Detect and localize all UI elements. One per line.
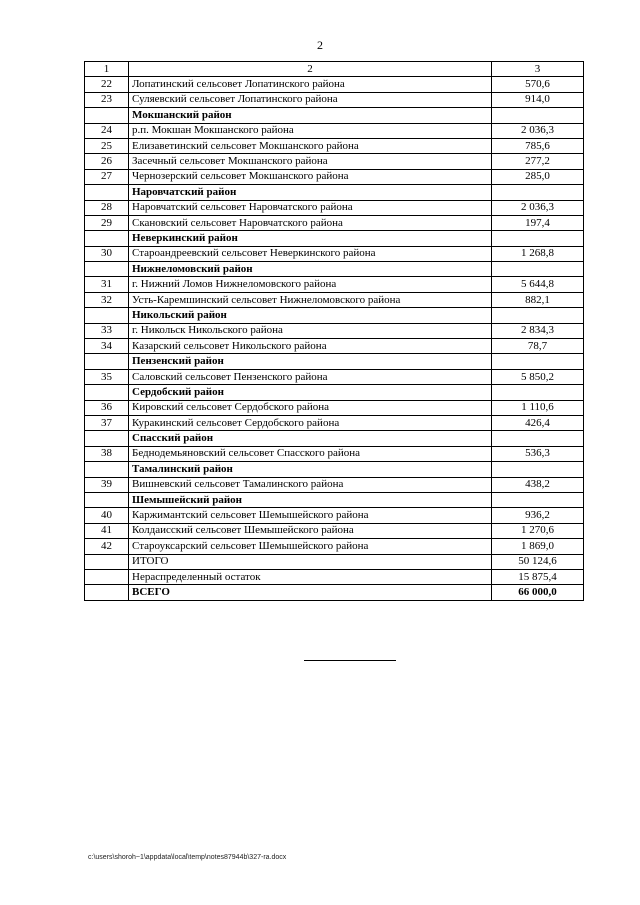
total-row (85, 569, 584, 584)
row-number (85, 554, 129, 569)
amount-value: 785,6 (492, 138, 584, 153)
section-row (85, 462, 584, 477)
settlement-name: Скановский сельсовет Наровчатского района (129, 215, 492, 230)
row-number (85, 185, 129, 200)
table-row (85, 323, 584, 338)
row-number (85, 354, 129, 369)
row-number: 22 (85, 77, 129, 92)
row-number (85, 262, 129, 277)
settlement-name: Куракинский сельсовет Сердобского района (129, 415, 492, 430)
section-row (85, 308, 584, 323)
row-number (85, 585, 129, 600)
settlement-name: Кировский сельсовет Сердобского района (129, 400, 492, 415)
row-number: 38 (85, 446, 129, 461)
page-number: 2 (317, 38, 323, 52)
section-row (85, 492, 584, 507)
table-row (85, 246, 584, 261)
settlement-name: р.п. Мокшан Мокшанского района (129, 123, 492, 138)
amount-value (492, 308, 584, 323)
table-row (85, 138, 584, 153)
row-number: 34 (85, 339, 129, 354)
table-row (85, 215, 584, 230)
row-number: 28 (85, 200, 129, 215)
district-name: Пензенский район (129, 354, 492, 369)
settlement-name: Нераспределенный остаток (129, 569, 492, 584)
settlement-name: Елизаветинский сельсовет Мокшанского района (129, 138, 492, 153)
settlement-name: Колдаисский сельсовет Шемышейского района (129, 523, 492, 538)
amount-value: 66 000,0 (492, 585, 584, 600)
amount-value: 882,1 (492, 292, 584, 307)
row-number: 37 (85, 415, 129, 430)
table-row (85, 508, 584, 523)
amount-value: 1 110,6 (492, 400, 584, 415)
row-number: 29 (85, 215, 129, 230)
row-number (85, 385, 129, 400)
settlement-name: г. Нижний Ломов Нижнеломовского района (129, 277, 492, 292)
settlement-name: Суляевский сельсовет Лопатинского района (129, 92, 492, 107)
settlement-name: Чернозерский сельсовет Мокшанского района (129, 169, 492, 184)
table-row (85, 339, 584, 354)
amount-value (492, 431, 584, 446)
row-number: 42 (85, 539, 129, 554)
amount-value: 1 270,6 (492, 523, 584, 538)
row-number (85, 569, 129, 584)
amount-value: 2 036,3 (492, 200, 584, 215)
amount-value: 570,6 (492, 77, 584, 92)
column-header-1: 1 (85, 62, 129, 77)
amount-value: 285,0 (492, 169, 584, 184)
district-name: Никольский район (129, 308, 492, 323)
total-row (85, 585, 584, 600)
settlement-name: Саловский сельсовет Пензенского района (129, 369, 492, 384)
row-number (85, 462, 129, 477)
settlement-name: Засечный сельсовет Мокшанского района (129, 154, 492, 169)
settlement-name: Староуксарский сельсовет Шемышейского района (129, 539, 492, 554)
amount-value (492, 262, 584, 277)
row-number (85, 231, 129, 246)
row-number: 25 (85, 138, 129, 153)
district-name: Мокшанский район (129, 108, 492, 123)
table-header-row (85, 62, 584, 77)
table-row (85, 415, 584, 430)
table-row (85, 292, 584, 307)
settlement-name: Староандреевский сельсовет Неверкинского района (129, 246, 492, 261)
district-name: Сердобский район (129, 385, 492, 400)
row-number: 35 (85, 369, 129, 384)
settlement-name: г. Никольск Никольского района (129, 323, 492, 338)
row-number (85, 308, 129, 323)
table-row (85, 539, 584, 554)
table-row (85, 400, 584, 415)
table-row (85, 200, 584, 215)
section-row (85, 262, 584, 277)
row-number: 36 (85, 400, 129, 415)
row-number (85, 431, 129, 446)
table-row (85, 169, 584, 184)
settlement-name: Лопатинский сельсовет Лопатинского района (129, 77, 492, 92)
row-number: 27 (85, 169, 129, 184)
amount-value: 197,4 (492, 215, 584, 230)
row-number: 31 (85, 277, 129, 292)
amount-value (492, 385, 584, 400)
amount-value: 5 850,2 (492, 369, 584, 384)
row-number: 32 (85, 292, 129, 307)
table-row (85, 523, 584, 538)
amount-value: 5 644,8 (492, 277, 584, 292)
settlement-name: Беднодемьяновский сельсовет Спасского района (129, 446, 492, 461)
section-row (85, 385, 584, 400)
amount-value: 2 036,3 (492, 123, 584, 138)
amount-value (492, 231, 584, 246)
amount-value: 1 869,0 (492, 539, 584, 554)
row-number: 30 (85, 246, 129, 261)
table-row (85, 154, 584, 169)
separator-line (304, 660, 396, 661)
amount-value: 536,3 (492, 446, 584, 461)
amount-value (492, 108, 584, 123)
row-number: 41 (85, 523, 129, 538)
table-row (85, 77, 584, 92)
amount-value: 277,2 (492, 154, 584, 169)
settlement-name: Наровчатский сельсовет Наровчатского района (129, 200, 492, 215)
row-number: 40 (85, 508, 129, 523)
amount-value (492, 354, 584, 369)
section-row (85, 108, 584, 123)
section-row (85, 231, 584, 246)
section-row (85, 431, 584, 446)
row-number (85, 492, 129, 507)
table-row (85, 277, 584, 292)
total-row (85, 554, 584, 569)
settlement-name: Усть-Каремшинский сельсовет Нижнеломовского района (129, 292, 492, 307)
settlement-name: Казарский сельсовет Никольского района (129, 339, 492, 354)
district-name: Спасский район (129, 431, 492, 446)
amount-value (492, 462, 584, 477)
district-name: Неверкинский район (129, 231, 492, 246)
row-number: 24 (85, 123, 129, 138)
amount-value: 2 834,3 (492, 323, 584, 338)
district-name: Нижнеломовский район (129, 262, 492, 277)
row-number (85, 108, 129, 123)
row-number: 33 (85, 323, 129, 338)
column-header-2: 2 (129, 62, 492, 77)
amount-value: 438,2 (492, 477, 584, 492)
table-row (85, 92, 584, 107)
allocation-table (84, 61, 584, 601)
row-number: 26 (85, 154, 129, 169)
row-number: 39 (85, 477, 129, 492)
table-body (85, 77, 584, 600)
row-number: 23 (85, 92, 129, 107)
settlement-name: ИТОГО (129, 554, 492, 569)
amount-value: 50 124,6 (492, 554, 584, 569)
column-header-3: 3 (492, 62, 584, 77)
amount-value: 936,2 (492, 508, 584, 523)
amount-value: 1 268,8 (492, 246, 584, 261)
section-row (85, 354, 584, 369)
table-row (85, 477, 584, 492)
district-name: Тамалинский район (129, 462, 492, 477)
amount-value: 914,0 (492, 92, 584, 107)
settlement-name: Вишневский сельсовет Тамалинского района (129, 477, 492, 492)
section-row (85, 185, 584, 200)
footer-file-path: c:\users\shoroh~1\appdata\local\temp\notes87944b\327-ra.docx (88, 854, 287, 861)
settlement-name: Каржимантский сельсовет Шемышейского района (129, 508, 492, 523)
table-row (85, 369, 584, 384)
district-name: Шемышейский район (129, 492, 492, 507)
amount-value: 15 875,4 (492, 569, 584, 584)
amount-value (492, 185, 584, 200)
settlement-name: ВСЕГО (129, 585, 492, 600)
amount-value: 426,4 (492, 415, 584, 430)
amount-value (492, 492, 584, 507)
table-row (85, 123, 584, 138)
district-name: Наровчатский район (129, 185, 492, 200)
amount-value: 78,7 (492, 339, 584, 354)
table-row (85, 446, 584, 461)
